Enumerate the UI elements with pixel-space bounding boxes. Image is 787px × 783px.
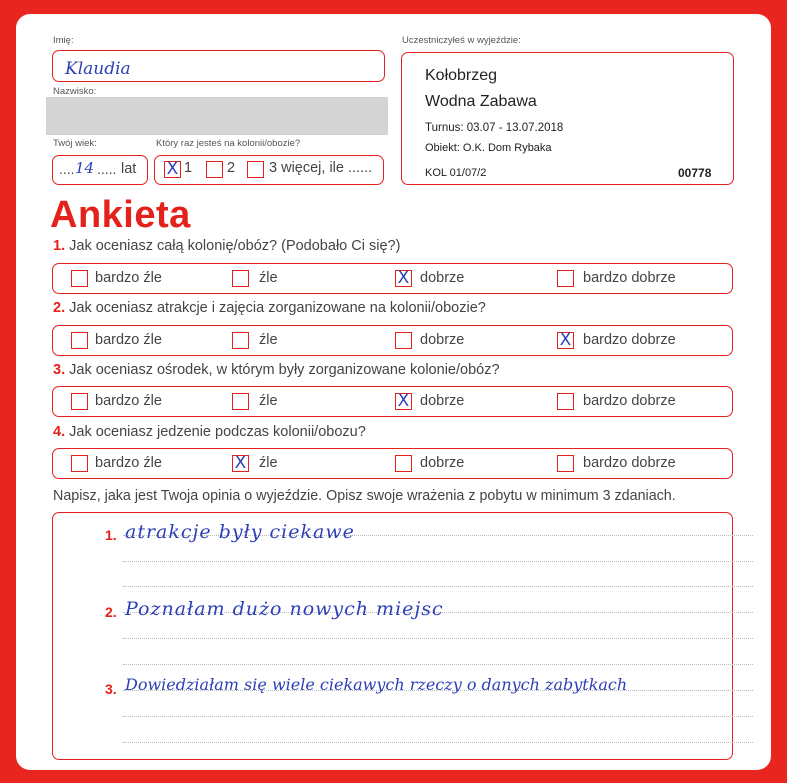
q4-option-1: bardzo źle bbox=[95, 455, 162, 471]
opinion-prompt: Napisz, jaka jest Twoja opinia o wyjeździe. Opisz swoje wrażenia z pobytu w minimum 3 zdaniach. bbox=[53, 488, 676, 504]
times-checkbox-1[interactable] bbox=[164, 161, 181, 178]
q4-checkbox-1[interactable] bbox=[71, 455, 88, 472]
q1-option-1: bardzo źle bbox=[95, 270, 162, 286]
answer-line-1: atrakcje były ciekawe bbox=[125, 521, 355, 543]
question-1-text: Jak oceniasz całą kolonię/obóz? (Podobało Ci się?) bbox=[69, 238, 401, 254]
q2-option-2: źle bbox=[259, 332, 278, 348]
rule bbox=[123, 716, 753, 717]
q3-option-1: bardzo źle bbox=[95, 393, 162, 409]
trip-city: Kołobrzeg bbox=[425, 67, 498, 84]
trip-turnus: Turnus: 03.07 - 13.07.2018 bbox=[425, 122, 564, 134]
opinion-box[interactable] bbox=[52, 512, 733, 760]
check-mark-icon: X bbox=[397, 268, 410, 288]
q2-option-3: dobrze bbox=[420, 332, 465, 348]
check-mark-icon: X bbox=[559, 330, 572, 350]
q1-option-2: źle bbox=[259, 270, 278, 286]
q3-option-3: dobrze bbox=[420, 393, 465, 409]
q4-checkbox-4[interactable] bbox=[557, 455, 574, 472]
answer-line-2: Poznałam dużo nowych miejsc bbox=[125, 598, 444, 620]
trip-number: 00778 bbox=[678, 166, 712, 180]
q4-checkbox-3[interactable] bbox=[395, 455, 412, 472]
q1-checkbox-1[interactable] bbox=[71, 270, 88, 287]
first-name-value: Klaudia bbox=[65, 59, 131, 79]
q2-option-1: bardzo źle bbox=[95, 332, 162, 348]
q3-checkbox-3[interactable] bbox=[395, 393, 412, 410]
line-number-2: 2. bbox=[105, 604, 117, 620]
question-3 bbox=[53, 362, 500, 378]
question-1 bbox=[53, 238, 400, 254]
q1-checkbox-3[interactable] bbox=[395, 270, 412, 287]
age-unit: lat bbox=[121, 161, 137, 177]
q4-option-4: bardzo dobrze bbox=[583, 455, 676, 471]
first-name-field[interactable] bbox=[52, 50, 385, 82]
answer-line-3: Dowiedziałam się wiele ciekawych rzeczy o danych zabytkach bbox=[125, 675, 628, 694]
times-field bbox=[154, 155, 384, 185]
question-2-number: 2. bbox=[53, 300, 66, 316]
times-checkbox-3[interactable] bbox=[247, 161, 264, 178]
q1-checkbox-4[interactable] bbox=[557, 270, 574, 287]
question-1-options bbox=[52, 263, 733, 294]
trip-label: Uczestniczyłeś w wyjeździe: bbox=[402, 35, 521, 46]
q3-checkbox-1[interactable] bbox=[71, 393, 88, 410]
age-field[interactable] bbox=[52, 155, 148, 185]
question-2-text: Jak oceniasz atrakcje i zajęcia zorganizowane na kolonii/obozie? bbox=[69, 300, 486, 316]
trip-box bbox=[401, 52, 734, 185]
age-dots-before: .... bbox=[59, 161, 75, 177]
question-3-options bbox=[52, 386, 733, 417]
q1-checkbox-2[interactable] bbox=[232, 270, 249, 287]
times-option-1: 1 bbox=[184, 160, 193, 176]
last-name-redaction bbox=[46, 97, 388, 135]
q2-option-4: bardzo dobrze bbox=[583, 332, 676, 348]
q4-option-3: dobrze bbox=[420, 455, 465, 471]
question-2 bbox=[53, 300, 486, 316]
first-name-label: Imię: bbox=[53, 35, 74, 46]
page-title: Ankieta bbox=[50, 194, 191, 236]
question-3-number: 3. bbox=[53, 362, 66, 378]
times-option-3: 3 więcej, ile ...... bbox=[269, 160, 373, 176]
q1-option-4: bardzo dobrze bbox=[583, 270, 676, 286]
line-number-3: 3. bbox=[105, 681, 117, 697]
trip-object: Obiekt: O.K. Dom Rybaka bbox=[425, 142, 552, 154]
q2-checkbox-3[interactable] bbox=[395, 332, 412, 349]
question-4-options bbox=[52, 448, 733, 479]
trip-program: Wodna Zabawa bbox=[425, 93, 537, 110]
times-label: Który raz jesteś na kolonii/obozie? bbox=[156, 138, 301, 149]
question-4 bbox=[53, 424, 366, 440]
q1-option-3: dobrze bbox=[420, 270, 465, 286]
times-checkbox-2[interactable] bbox=[206, 161, 223, 178]
q3-option-2: źle bbox=[259, 393, 278, 409]
q3-checkbox-2[interactable] bbox=[232, 393, 249, 410]
question-3-text: Jak oceniasz ośrodek, w którym były zorganizowane kolonie/obóz? bbox=[69, 362, 500, 378]
rule bbox=[123, 586, 753, 587]
question-2-options bbox=[52, 325, 733, 356]
question-4-text: Jak oceniasz jedzenie podczas kolonii/obozu? bbox=[69, 424, 366, 440]
check-mark-icon: X bbox=[166, 159, 179, 179]
question-1-number: 1. bbox=[53, 238, 66, 254]
age-label: Twój wiek: bbox=[53, 138, 97, 149]
q3-checkbox-4[interactable] bbox=[557, 393, 574, 410]
rule bbox=[123, 638, 753, 639]
age-dots-after: ..... bbox=[97, 161, 117, 177]
rule bbox=[123, 664, 753, 665]
survey-card bbox=[16, 14, 771, 770]
q2-checkbox-1[interactable] bbox=[71, 332, 88, 349]
check-mark-icon: X bbox=[234, 453, 247, 473]
age-value: 14 bbox=[75, 159, 95, 177]
last-name-label: Nazwisko: bbox=[53, 86, 97, 97]
rule bbox=[123, 561, 753, 562]
question-4-number: 4. bbox=[53, 424, 66, 440]
q4-checkbox-2[interactable] bbox=[232, 455, 249, 472]
q3-option-4: bardzo dobrze bbox=[583, 393, 676, 409]
q2-checkbox-4[interactable] bbox=[557, 332, 574, 349]
times-option-2: 2 bbox=[227, 160, 236, 176]
q2-checkbox-2[interactable] bbox=[232, 332, 249, 349]
trip-code: KOL 01/07/2 bbox=[425, 167, 487, 179]
check-mark-icon: X bbox=[397, 391, 410, 411]
line-number-1: 1. bbox=[105, 527, 117, 543]
q4-option-2: źle bbox=[259, 455, 278, 471]
rule bbox=[123, 742, 753, 743]
